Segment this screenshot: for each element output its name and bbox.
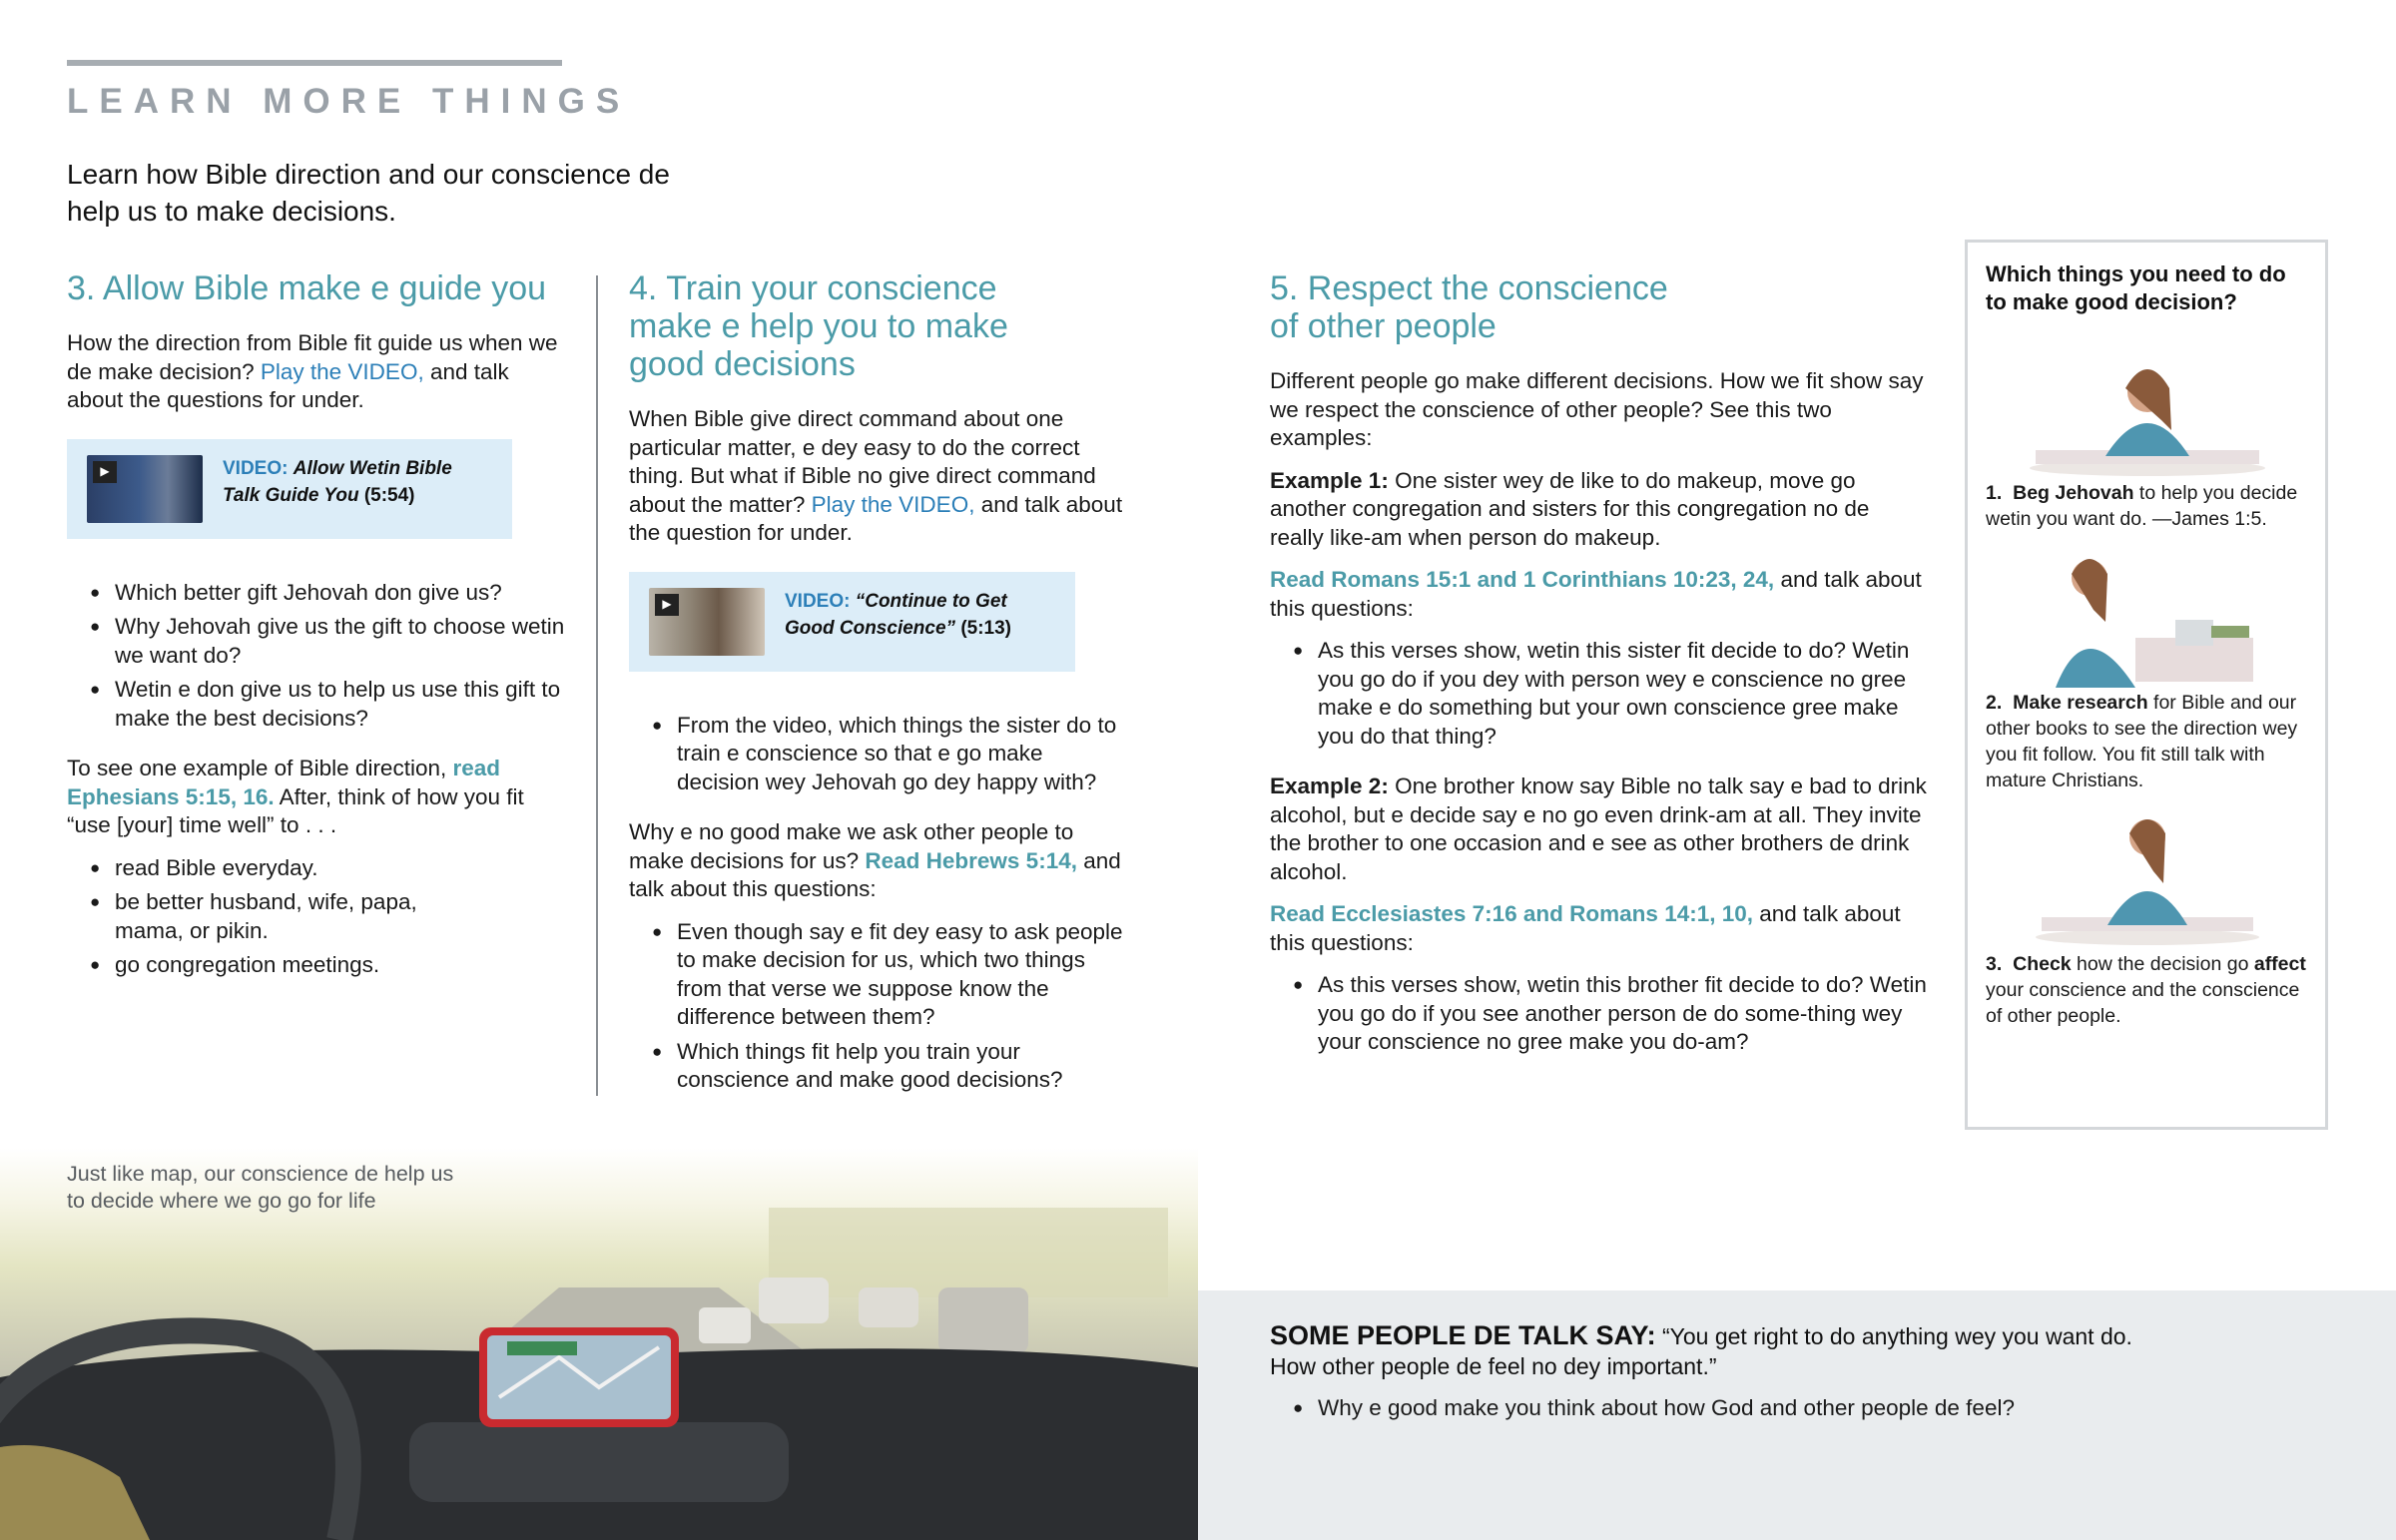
question-list: [1270, 1393, 2396, 1423]
quote-text: SOME PEOPLE DE TALK SAY: “You get right to do anything wey you want do. How other people de feel no dey important.”: [1270, 1320, 2132, 1379]
section-4-title: 4. Train your conscience make e help you to make good decisions: [629, 269, 1008, 383]
section-4: [629, 269, 1128, 1117]
some-people-say-panel: [1198, 1290, 2396, 1540]
play-video-link[interactable]: Play the VIDEO,: [260, 358, 424, 384]
section-3-title: 3. Allow Bible make e guide you: [67, 269, 547, 307]
step-2: 2. Make research for Bible and our other books to see the direction wey you fit follow. You fit still talk with mature Christians.: [1986, 692, 2298, 791]
decision-steps-box: [1965, 240, 2328, 1130]
video-caption: [785, 588, 1055, 642]
scripture-link[interactable]: Read Hebrews 5:14,: [865, 847, 1077, 873]
question-list-2: [629, 918, 1128, 1095]
example-1: Example 1: One sister wey de like to do makeup, move go another congregation and sisters for this congregation no de really like-am when person do makeup.: [1270, 467, 1870, 550]
read-1: Read Romans 15:1 and 1 Corinthians 10:23, 24, and talk about this questions:: [1270, 567, 1922, 621]
play-video-link[interactable]: Play the VIDEO,: [811, 491, 975, 517]
scripture-link[interactable]: Read Ecclesiastes 7:16 and Romans 14:1, 10,: [1270, 901, 1754, 926]
box-title: Which things you need to do to make good decision?: [1986, 261, 2286, 314]
play-icon[interactable]: ▶: [93, 461, 117, 483]
header-rule: [67, 60, 562, 66]
video-card-1[interactable]: [67, 439, 512, 539]
list-item: ● Why e good make you think about how God and other people de feel?: [1270, 1393, 2396, 1423]
list-item: ● As this verses show, wetin this brother fit decide to do? Wetin you go do if you see another person de do some-thing wey your conscience no gree make you do-am?: [1270, 971, 1929, 1057]
list-item: ● As this verses show, wetin this sister fit decide to do? Wetin you go do if you dey with person wey e conscience no gree make e do something but your own conscience gree make you do that thing?: [1270, 637, 1929, 751]
video-duration: (5:54): [363, 484, 415, 506]
list-item: ● Why Jehovah give us the gift to choose wetin we want do?: [67, 613, 566, 670]
action-list: [67, 854, 566, 980]
scripture-link[interactable]: read Ephesians 5:15, 16.: [67, 756, 501, 809]
list-item: ● Wetin e don give us to help us use this gift to make the best decisions?: [67, 676, 566, 733]
list-item: ● go congregation meetings.: [67, 951, 566, 980]
question-list: [1270, 637, 1929, 751]
section-5: [1270, 269, 1929, 1079]
section-3-paragraph-2: To see one example of Bible direction, read Ephesians 5:15, 16. After, think of how you fit “use [your] time well” to . . .: [67, 756, 524, 837]
list-item: ● Even though say e fit dey easy to ask people to make decision for us, which two things from that verse we suppose know the difference between them?: [629, 918, 1128, 1032]
list-item: ● read Bible everyday.: [67, 854, 566, 883]
section-label: LEARN MORE THINGS: [67, 82, 631, 121]
intro-line-1: Learn how Bible direction and our conscience de: [67, 159, 670, 190]
section-5-title: 5. Respect the conscience of other people: [1270, 269, 1668, 345]
section-3-paragraph: How the direction from Bible fit guide us when we de make decision? Play the VIDEO, and talk about the questions for under.: [67, 330, 558, 412]
video-label: VIDEO:: [223, 457, 289, 479]
video-label: VIDEO:: [785, 590, 851, 612]
list-item: ● Which better gift Jehovah don give us?: [67, 579, 566, 608]
intro-text: [67, 156, 726, 230]
video-card-2[interactable]: [629, 572, 1075, 672]
play-icon[interactable]: ▶: [655, 594, 679, 616]
video-thumbnail[interactable]: [87, 455, 203, 523]
step-1: 1. Beg Jehovah to help you decide wetin you want do. —James 1:5.: [1986, 482, 2298, 530]
read-2: Read Ecclesiastes 7:16 and Romans 14:1, 10, and talk about this questions:: [1270, 901, 1901, 955]
list-item: ● From the video, which things the sister do to train e conscience so that e go make decision wey Jehovah go dey happy with?: [629, 712, 1128, 797]
step-3: 3. Check how the decision go affect your conscience and the conscience of other people.: [1986, 953, 2306, 1027]
caption-line-2: to decide where we go go for life: [67, 1189, 376, 1213]
question-list: [629, 712, 1128, 797]
caption-line-1: Just like map, our conscience de help us: [67, 1162, 454, 1186]
video-caption: [223, 455, 492, 509]
list-item: ● be better husband, wife, papa, mama, or pikin.: [67, 888, 566, 945]
section-4-paragraph-2: Why e no good make we ask other people to make decisions for us? Read Hebrews 5:14, and talk about this questions:: [629, 819, 1121, 901]
video-title[interactable]: “Continue to Get Good Conscience”: [785, 590, 1007, 639]
question-list-2: [1270, 971, 1929, 1057]
column-divider: [596, 275, 598, 1096]
section-5-intro: Different people go make different decisions. How we fit show say we respect the conscience of other people? See this two examples:: [1270, 368, 1924, 450]
intro-line-2: help us to make decisions.: [67, 196, 396, 227]
image-caption: [67, 1161, 486, 1215]
section-3: [67, 269, 566, 1002]
scripture-link[interactable]: Read Romans 15:1 and 1 Corinthians 10:23, 24,: [1270, 567, 1775, 592]
video-duration: (5:13): [960, 617, 1011, 639]
video-thumbnail[interactable]: [649, 588, 765, 656]
example-2: Example 2: One brother know say Bible no talk say e bad to drink alcohol, but e decide say e no go even drink-am at all. They invite the brother to one occasion and e see as other brothers de drink alcohol.: [1270, 773, 1927, 884]
list-item: ● Which things fit help you train your conscience and make good decisions?: [629, 1038, 1128, 1095]
woman-studying-illustration: [1986, 540, 2307, 690]
video-title[interactable]: Allow Wetin Bible Talk Guide You: [223, 457, 452, 506]
woman-praying-illustration: [1986, 330, 2307, 480]
question-list: [67, 579, 566, 734]
section-4-paragraph: When Bible give direct command about one particular matter, e dey easy to do the correct thing. But what if Bible no give direct command about the matter? Play the VIDEO, and talk about the question for under.: [629, 406, 1123, 545]
quote-lead: SOME PEOPLE DE TALK SAY:: [1270, 1320, 1656, 1350]
woman-thinking-illustration: [1986, 801, 2307, 951]
